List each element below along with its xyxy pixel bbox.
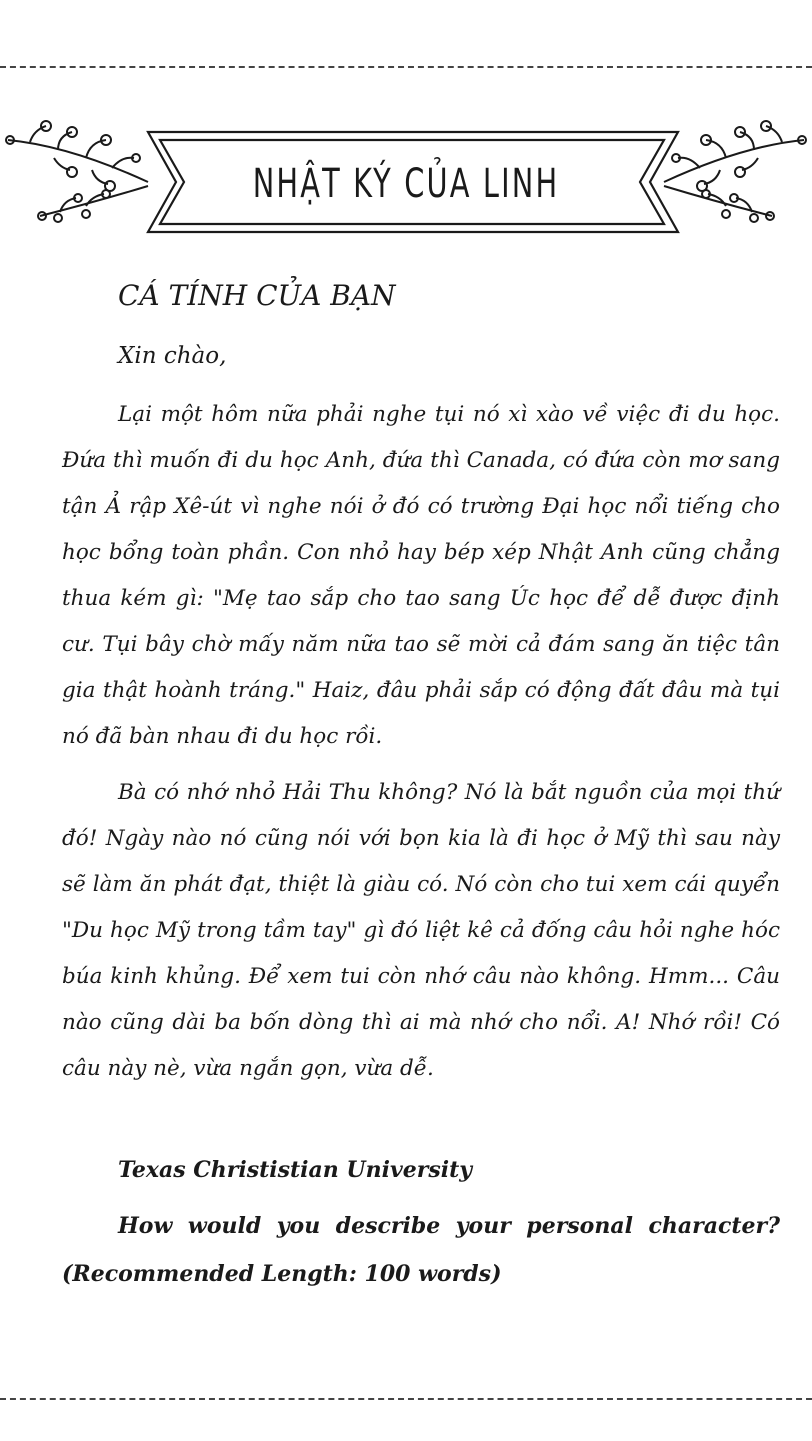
section-title: CÁ TÍNH CỦA BẠN bbox=[118, 279, 396, 312]
greeting: Xin chào, bbox=[118, 343, 227, 369]
left-branch-icon bbox=[6, 121, 148, 222]
banner-title: NHẬT KÝ CỦA LINH bbox=[252, 161, 560, 207]
header-banner bbox=[0, 112, 812, 252]
right-branch-icon bbox=[664, 121, 806, 222]
bottom-dashed-divider bbox=[0, 1398, 812, 1400]
diary-content bbox=[62, 268, 780, 1298]
top-dashed-divider bbox=[0, 66, 812, 68]
university-name: Texas Christistian University bbox=[118, 1157, 473, 1183]
essay-question: How would you describe your personal character? (Recommended Length: 100 words) bbox=[62, 1213, 780, 1287]
paragraph-2: Bà có nhớ nhỏ Hải Thu không? Nó là bắt nguồn của mọi thứ đó! Ngày nào nó cũng nói với bọn kia là đi học ở Mỹ thì sau này sẽ làm ăn phát đạt, thiệt là giàu có. Nó còn cho tui xem cái quyển "Du học Mỹ trong tầm tay" gì đó liệt kê cả đống câu hỏi nghe hóc búa kinh khủng. Để xem tui còn nhớ câu nào không. Hmm... Câu nào cũng dài ba bốn dòng thì ai mà nhớ cho nổi. A! Nhớ rồi! Có câu này nè, vừa ngắn gọn, vừa dễ. bbox=[62, 780, 780, 1081]
paragraph-1: Lại một hôm nữa phải nghe tụi nó xì xào về việc đi du học. Đứa thì muốn đi du học Anh, đứa thì Canada, có đứa còn mơ sang tận Ả rập Xê-út vì nghe nói ở đó có trường Đại học nổi tiếng cho học bổng toàn phần. Con nhỏ hay bép xép Nhật Anh cũng chẳng thua kém gì: "Mẹ tao sắp cho tao sang Úc học để dễ được định cư. Tụi bây chờ mấy năm nữa tao sẽ mời cả đám sang ăn tiệc tân gia thật hoành tráng." Haiz, đâu phải sắp có động đất đâu mà tụi nó đã bàn nhau đi du học rồi. bbox=[62, 402, 780, 749]
